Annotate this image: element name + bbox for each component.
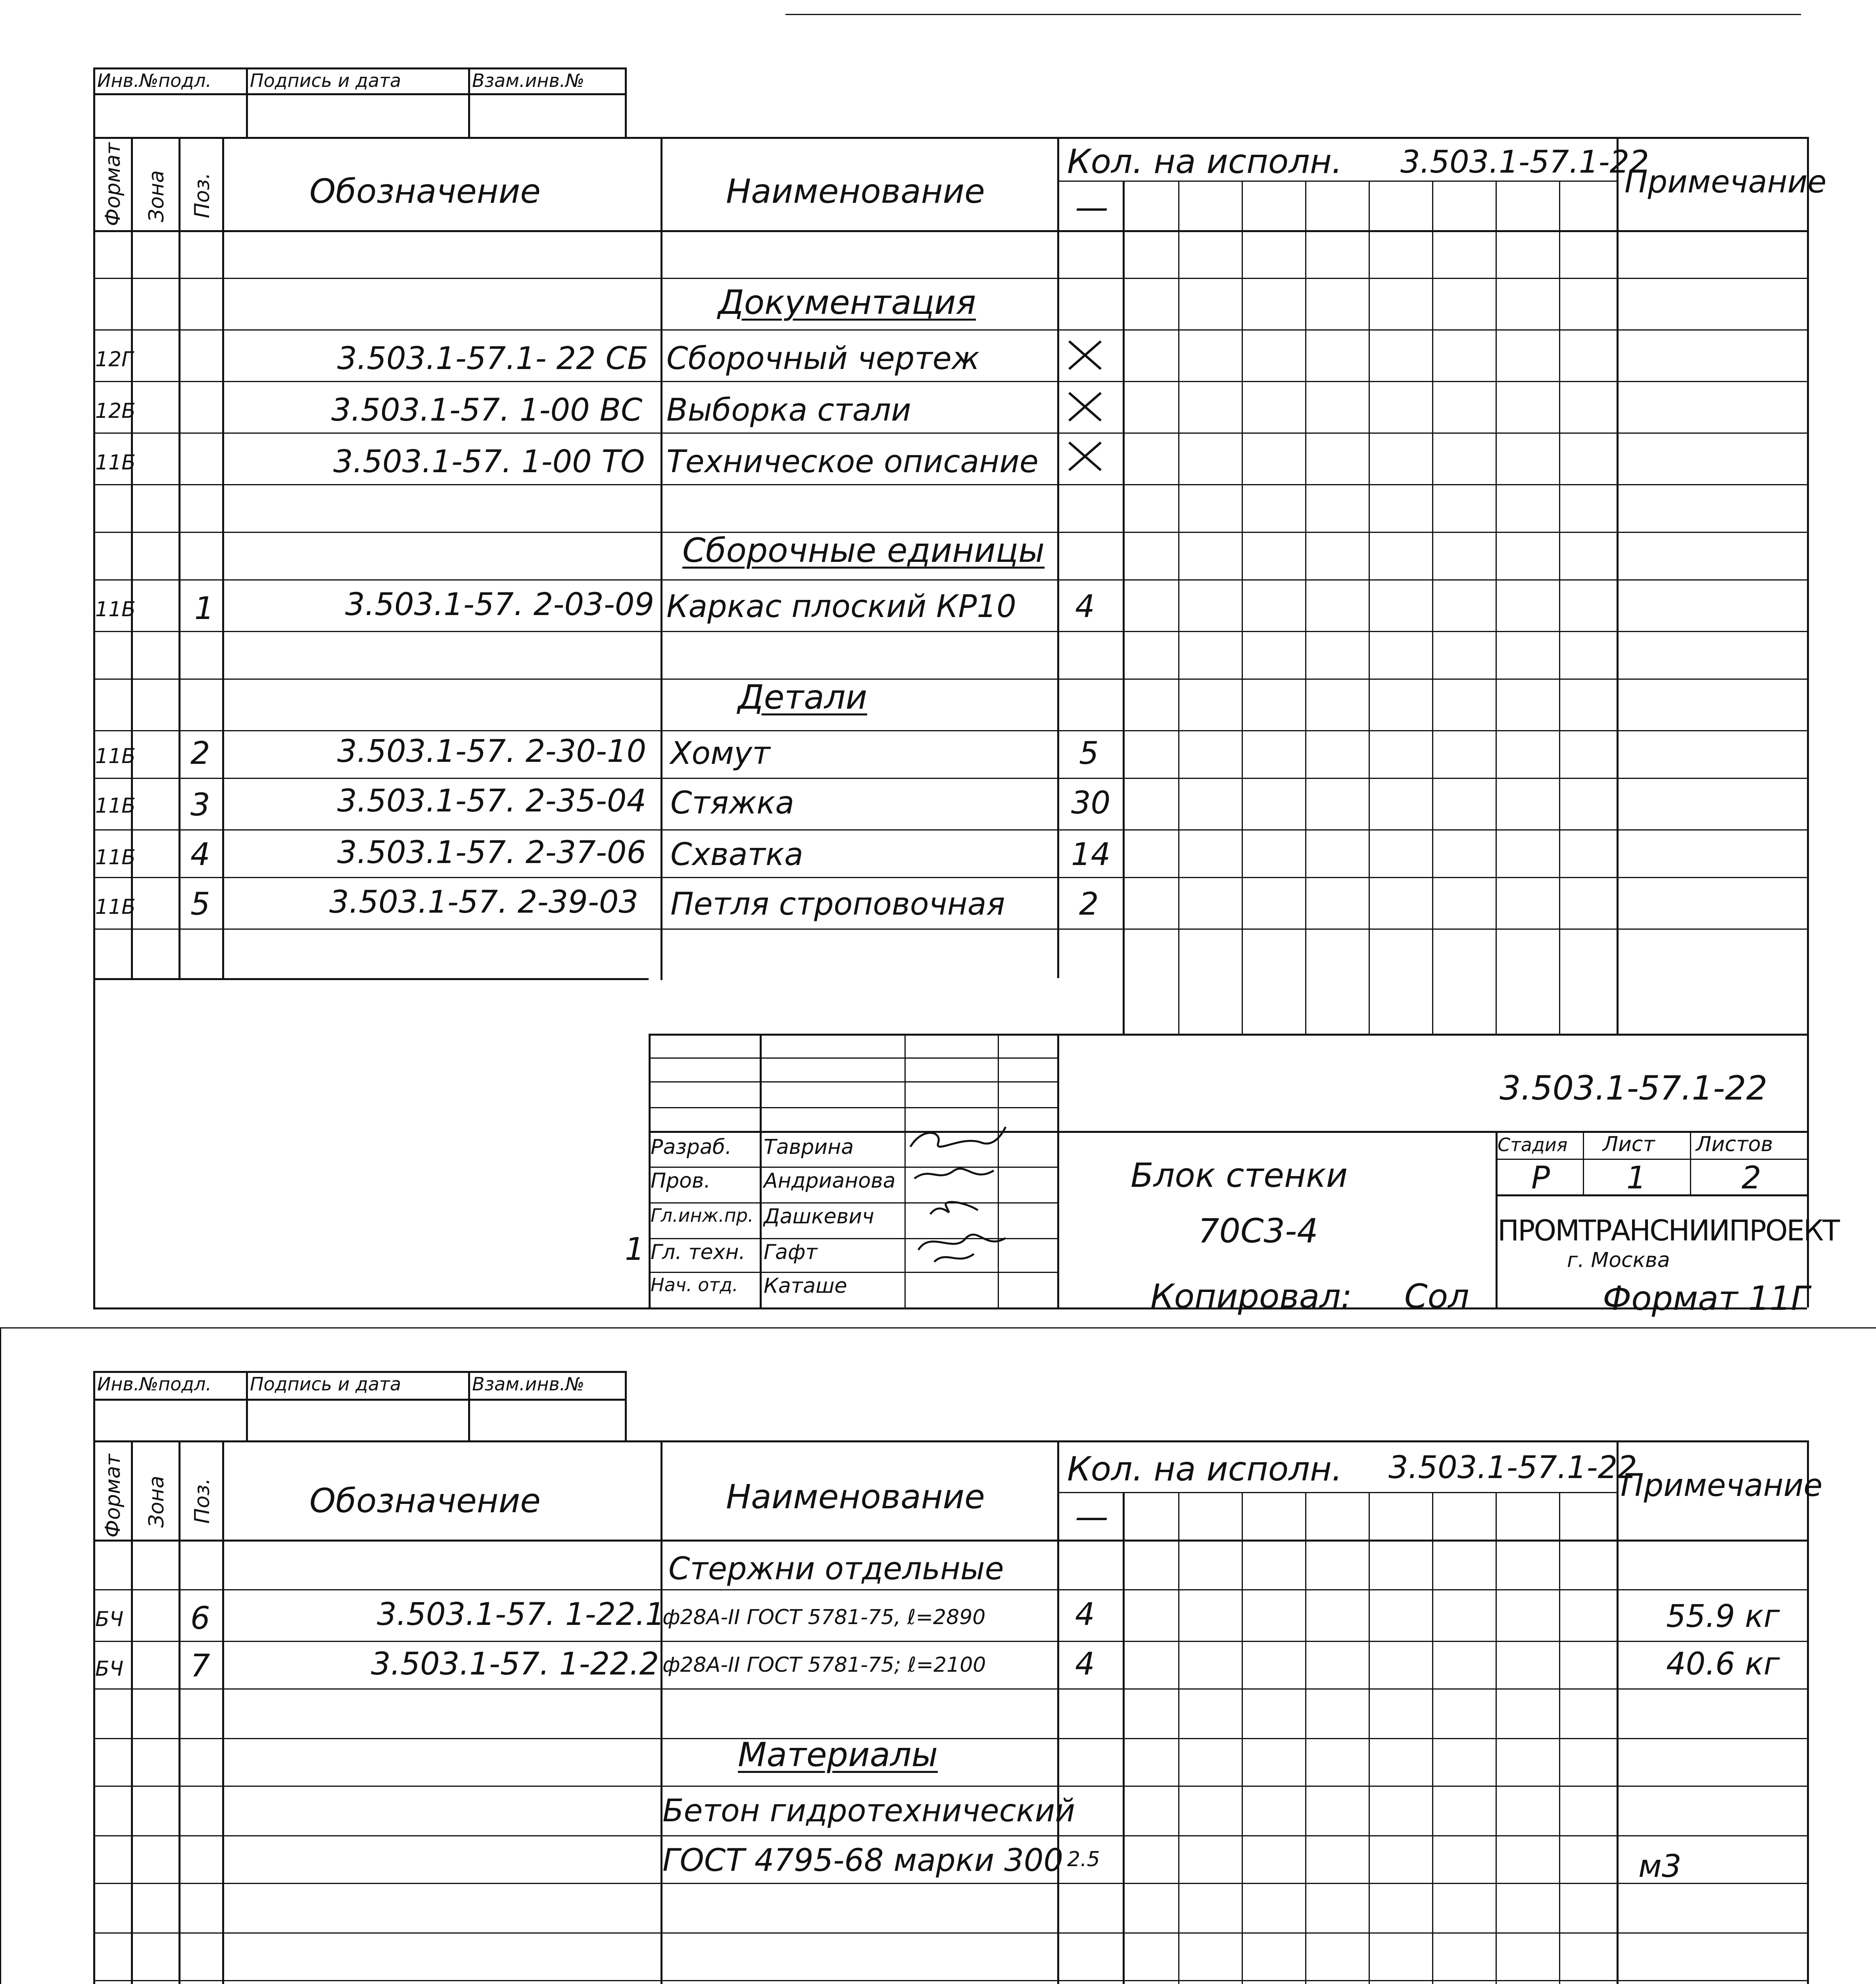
qty-cell: 14 xyxy=(1071,837,1111,873)
sheet-format: Формат 11Г xyxy=(1603,1279,1810,1318)
designation-cell: 3.503.1-57. 2-03-09 xyxy=(345,587,655,623)
col-pos-header: Поз. xyxy=(190,172,214,218)
pos-cell: 1 xyxy=(194,591,214,627)
pos-cell: 4 xyxy=(190,837,210,873)
material-line: ГОСТ 4795-68 марки 300 xyxy=(662,1843,1064,1878)
col-note-header: Примечание xyxy=(1624,164,1827,200)
qty-header-doc: 3.503.1-57.1-22 xyxy=(1400,144,1649,180)
pos-cell: 2 xyxy=(190,736,210,771)
cross-mark-icon xyxy=(1067,339,1103,371)
sheets-label: Листов xyxy=(1696,1132,1773,1156)
format-cell: 11Б xyxy=(95,744,136,768)
designation-cell: 3.503.1-57. 1-00 ВС xyxy=(331,392,643,428)
section-parts: Детали xyxy=(738,678,867,717)
designation-cell: 3.503.1-57. 2-35-04 xyxy=(337,783,647,819)
cross-mark-icon xyxy=(1067,391,1103,423)
section-documentation: Документация xyxy=(718,283,976,322)
name-cell: ф28А-II ГОСТ 5781-75, ℓ=2890 xyxy=(662,1605,986,1629)
stamp-sign-date: Подпись и дата xyxy=(250,1373,401,1395)
format-cell: 11Б xyxy=(95,846,136,869)
qty-header-dash: — xyxy=(1075,188,1108,227)
material-unit: м3 xyxy=(1638,1849,1682,1884)
role-name: Таврина xyxy=(764,1135,854,1159)
format-cell: 12Б xyxy=(95,399,136,423)
col-name-header: Наименование xyxy=(726,1477,985,1516)
name-cell: Выборка стали xyxy=(666,392,911,428)
pos-cell: 6 xyxy=(190,1601,210,1636)
stamp-inv-no: Инв.№подл. xyxy=(97,1373,212,1395)
left-mark: 1 xyxy=(625,1232,645,1267)
designation-cell: 3.503.1-57. 1-00 ТО xyxy=(333,444,645,480)
note-cell: 55.9 кг xyxy=(1666,1599,1780,1634)
role-name: Каташе xyxy=(764,1274,847,1298)
document-title-line1: Блок стенки xyxy=(1131,1156,1348,1195)
col-zone-header: Зона xyxy=(145,1475,169,1528)
col-designation-header: Обозначение xyxy=(309,1481,541,1520)
col-designation-header: Обозначение xyxy=(309,172,541,211)
qty-header-title: Кол. на исполн. xyxy=(1067,1450,1342,1488)
material-line: Бетон гидротехнический xyxy=(662,1793,1075,1829)
name-cell: Сборочный чертеж xyxy=(666,341,979,377)
name-cell: ф28А-II ГОСТ 5781-75; ℓ=2100 xyxy=(662,1653,986,1677)
designation-cell: 3.503.1-57. 2-37-06 xyxy=(337,835,647,871)
role-label: Гл. техн. xyxy=(651,1240,745,1264)
stamp-inv-no: Инв.№подл. xyxy=(97,70,212,91)
qty-cell: 5 xyxy=(1079,736,1099,771)
role-label: Пров. xyxy=(651,1169,711,1193)
designation-cell: 3.503.1-57. 2-39-03 xyxy=(329,884,639,920)
role-label: Разраб. xyxy=(651,1135,732,1159)
organization-name: ПРОМТРАНСНИИПРОЕКТ xyxy=(1498,1214,1839,1247)
col-format-header: Формат xyxy=(101,142,125,226)
format-cell: 11Б xyxy=(95,895,136,919)
role-name: Андрианова xyxy=(764,1169,896,1193)
qty-cell: 2 xyxy=(1079,886,1099,922)
cross-mark-icon xyxy=(1067,440,1103,472)
designation-cell: 3.503.1-57.1- 22 СБ xyxy=(337,341,649,377)
copied-by-signature: Сол xyxy=(1404,1277,1469,1316)
role-label: Нач. отд. xyxy=(651,1274,738,1296)
format-cell: БЧ xyxy=(95,1607,124,1631)
format-cell: 12Г xyxy=(95,348,133,371)
name-cell: Стяжка xyxy=(670,785,794,821)
qty-cell: 4 xyxy=(1075,589,1095,625)
document-title-line2: 70С3-4 xyxy=(1198,1211,1318,1250)
stage-value: Р xyxy=(1531,1160,1550,1196)
format-cell: 11Б xyxy=(95,794,136,818)
name-cell: Каркас плоский КР10 xyxy=(666,589,1016,625)
name-cell: Схватка xyxy=(670,837,803,873)
signature-icon xyxy=(906,1119,1010,1286)
stamp-sign-date: Подпись и дата xyxy=(250,70,401,91)
role-label: Гл.инж.пр. xyxy=(651,1205,754,1226)
copied-by-label: Копировал: xyxy=(1150,1277,1352,1316)
qty-cell: 30 xyxy=(1071,785,1111,821)
col-name-header: Наименование xyxy=(726,172,985,211)
col-zone-header: Зона xyxy=(145,170,169,222)
sheets-value: 2 xyxy=(1742,1160,1761,1196)
section-materials: Материалы xyxy=(738,1735,938,1774)
pos-cell: 7 xyxy=(190,1648,210,1684)
format-cell: 11Б xyxy=(95,451,136,475)
section-assemblies: Сборочные единицы xyxy=(682,531,1045,570)
qty-cell: 4 xyxy=(1075,1597,1095,1632)
stamp-replace-inv: Взам.инв.№ xyxy=(472,70,585,91)
pos-cell: 5 xyxy=(190,886,210,922)
designation-cell: 3.503.1-57. 1-22.2 xyxy=(371,1646,659,1682)
format-cell: 11Б xyxy=(95,598,136,621)
title-block-doc-code: 3.503.1-57.1-22 xyxy=(1500,1069,1768,1107)
name-cell: Хомут xyxy=(670,736,770,771)
role-name: Дашкевич xyxy=(764,1205,874,1228)
format-cell: БЧ xyxy=(95,1657,124,1681)
name-cell: Петля строповочная xyxy=(670,886,1005,922)
qty-header-dash: — xyxy=(1075,1497,1108,1536)
qty-header-doc: 3.503.1-57.1-22 xyxy=(1388,1450,1637,1486)
pos-cell: 3 xyxy=(190,787,210,823)
col-pos-header: Поз. xyxy=(190,1478,214,1524)
organization-city: г. Москва xyxy=(1567,1248,1670,1272)
qty-cell: 4 xyxy=(1075,1646,1095,1682)
stamp-replace-inv: Взам.инв.№ xyxy=(472,1373,585,1395)
note-cell: 40.6 кг xyxy=(1666,1646,1780,1682)
stage-label: Стадия xyxy=(1498,1134,1568,1155)
col-note-header: Примечание xyxy=(1621,1468,1823,1503)
sheet-value: 1 xyxy=(1626,1160,1646,1196)
designation-cell: 3.503.1-57. 1-22.1 xyxy=(377,1597,665,1632)
name-cell: Техническое описание xyxy=(666,444,1039,480)
section-rods: Стержни отдельные xyxy=(668,1551,1004,1587)
role-name: Гафт xyxy=(764,1240,818,1264)
designation-cell: 3.503.1-57. 2-30-10 xyxy=(337,734,647,769)
material-qty: 2.5 xyxy=(1067,1848,1100,1871)
sheet-label: Лист xyxy=(1603,1132,1655,1156)
col-format-header: Формат xyxy=(101,1454,125,1538)
qty-header-title: Кол. на исполн. xyxy=(1067,142,1342,181)
